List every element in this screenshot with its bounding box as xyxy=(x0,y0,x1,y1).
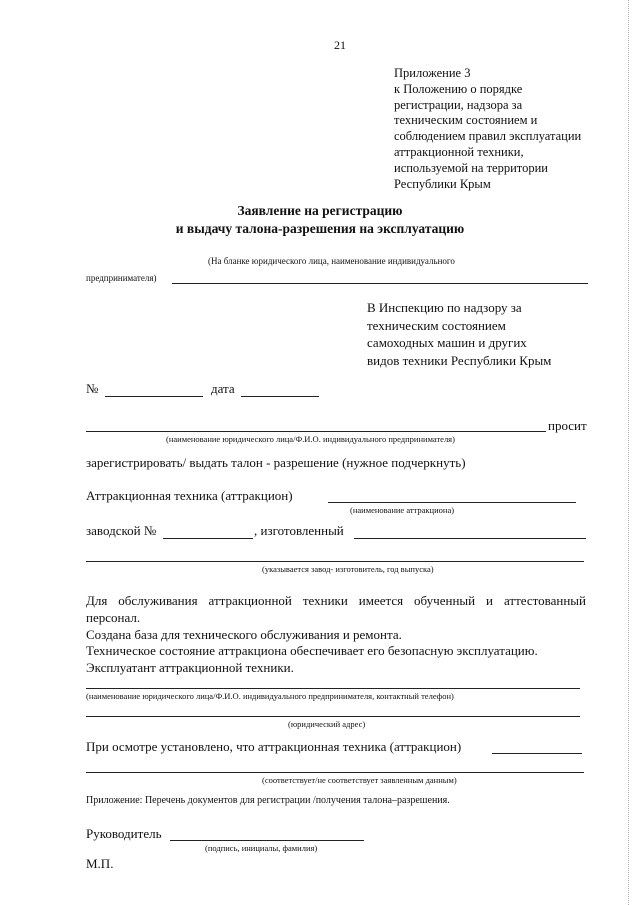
operator-address-line xyxy=(86,716,580,717)
attraction-caption: (наименование аттракциона) xyxy=(350,505,455,515)
page-number: 21 xyxy=(334,38,346,52)
inspection-result-line-1 xyxy=(492,753,582,754)
manufacturer-line-2 xyxy=(86,561,584,562)
serial-number-line xyxy=(163,538,253,539)
signature-label: Руководитель xyxy=(86,826,162,841)
appendix-line: регистрации, надзора за xyxy=(394,97,523,112)
recipient-block xyxy=(367,299,551,369)
scan-edge xyxy=(628,0,630,905)
operator-address-caption: (юридический адрес) xyxy=(288,719,366,729)
applicant-name-line xyxy=(86,431,546,432)
attraction-label: Аттракционная техника (аттракцион) xyxy=(86,488,293,503)
inspection-caption: (соответствует/не соответствует заявленным данным) xyxy=(262,775,457,785)
manufacturer-caption: (указывается завод- изготовитель, год выпуска) xyxy=(262,564,434,574)
statement-line: персонал. xyxy=(86,609,141,625)
inspection-text: При осмотре установлено, что аттракционная техника (аттракцион) xyxy=(86,739,462,754)
manufacturer-line-1 xyxy=(354,538,586,539)
document-title-line2: и выдачу талона-разрешения на эксплуатацию xyxy=(175,221,465,236)
appendix-line: Приложение 3 xyxy=(394,66,471,80)
operator-caption: (наименование юридического лица/Ф.И.О. индивидуального предпринимателя, контактный телефон) xyxy=(86,691,454,701)
statements-block xyxy=(86,593,586,677)
inspection-result-line-2 xyxy=(86,772,584,773)
appendix-line: соблюдением правил эксплуатации xyxy=(394,129,582,144)
recipient-line: техническим состоянием xyxy=(367,317,506,333)
statement-line: Эксплуатант аттракционной техники. xyxy=(86,660,294,676)
applicant-caption: (наименование юридического лица/Ф.И.О. индивидуального предпринимателя) xyxy=(166,434,455,444)
appendix-line: Республики Крым xyxy=(394,176,491,191)
appendix-line: аттракционной техники, xyxy=(394,144,524,159)
requests-word: просит xyxy=(548,418,587,433)
serial-number-label: заводской № xyxy=(86,523,157,538)
blank-note-line1: (На бланке юридического лица, наименование индивидуального xyxy=(208,256,455,266)
statement-line: Техническое состояние аттракциона обеспечивает его безопасную эксплуатацию. xyxy=(86,643,538,659)
operator-name-line xyxy=(86,688,580,689)
appendix-block xyxy=(394,66,581,192)
attachment-note: Приложение: Перечень документов для регистрации /получения талона–разрешения. xyxy=(86,795,450,806)
statement-line: Для обслуживания аттракционной техники имеется обученный и аттестованный xyxy=(86,593,586,608)
number-label: № xyxy=(86,381,99,396)
seal-label: М.П. xyxy=(86,856,114,871)
date-field-line xyxy=(241,396,319,397)
document-title-line1: Заявление на регистрацию xyxy=(237,203,403,218)
appendix-line: техническим состоянием и xyxy=(394,113,538,128)
recipient-line: самоходных машин и других xyxy=(367,335,527,350)
signature-caption: (подпись, инициалы, фамилия) xyxy=(205,843,318,853)
appendix-line: к Положению о порядке xyxy=(394,81,523,96)
signature-line xyxy=(170,840,364,841)
blank-name-line xyxy=(172,283,588,284)
manufactured-label: , изготовленный xyxy=(254,523,344,538)
attraction-name-line xyxy=(328,502,576,503)
recipient-line: В Инспекцию по надзору за xyxy=(367,300,522,315)
date-label: дата xyxy=(211,381,235,396)
request-text: зарегистрировать/ выдать талон - разрешение (нужное подчеркнуть) xyxy=(86,455,466,470)
appendix-line: используемой на территории xyxy=(394,160,548,175)
statement-line: Создана база для технического обслуживания и ремонта. xyxy=(86,626,402,642)
blank-note-line2: предпринимателя) xyxy=(86,273,157,283)
number-field-line xyxy=(105,396,203,397)
recipient-line: видов техники Республики Крым xyxy=(367,352,552,368)
